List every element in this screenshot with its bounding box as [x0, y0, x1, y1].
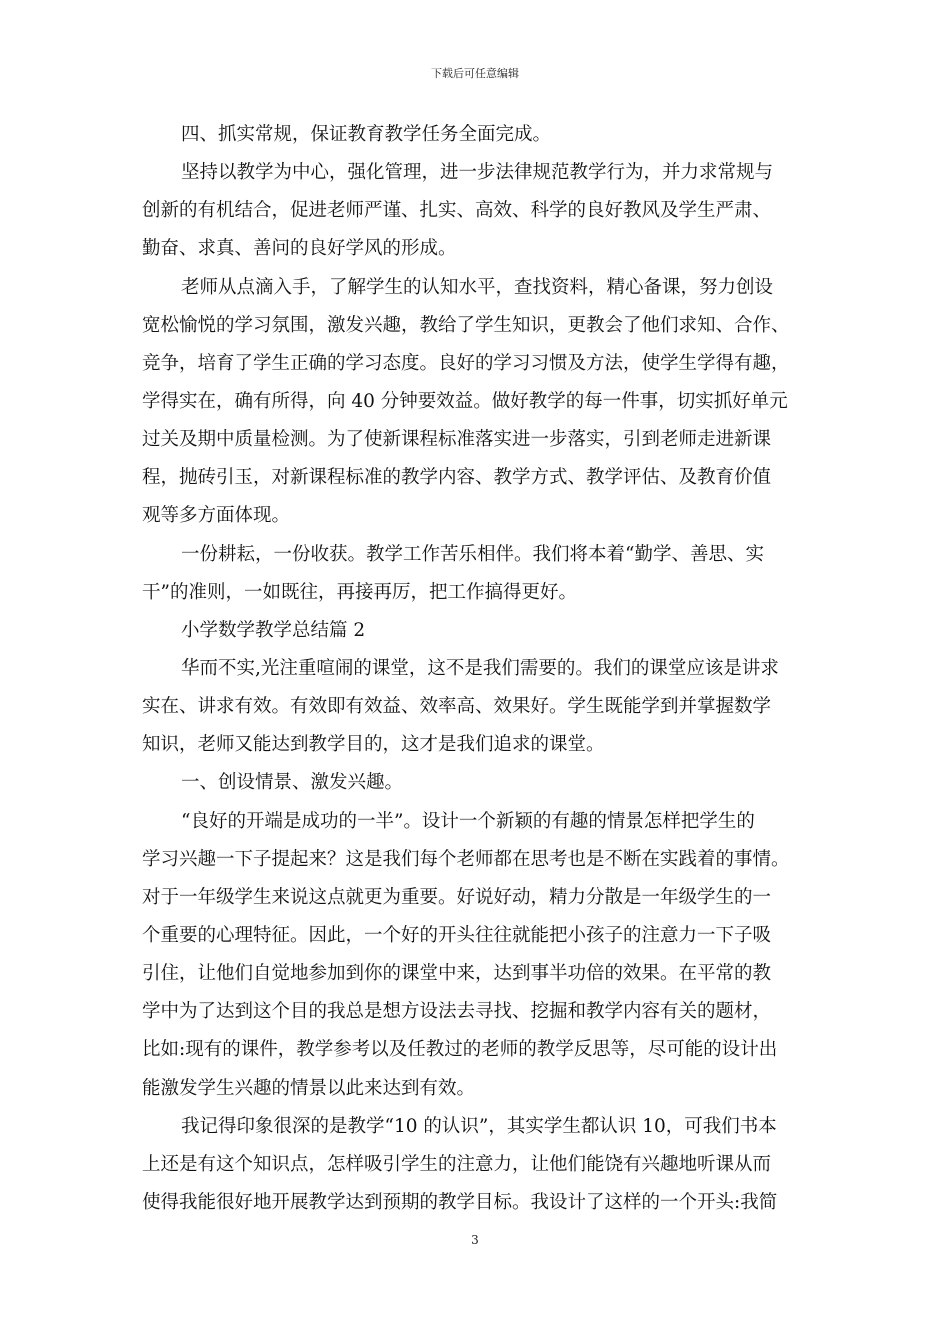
text-line: 坚持以教学为中心，强化管理，进一步法律规范教学行为，并力求常规与	[181, 162, 774, 184]
text-line: 知识，老师又能达到教学目的，这才是我们追求的课堂。	[142, 734, 605, 756]
page-header: 下载后可任意编辑	[431, 67, 519, 80]
text-line: 一、创设情景、激发兴趣。	[181, 772, 404, 794]
text-line: 学中为了达到这个目的我总是想方设法去寻找、挖掘和教学内容有关的题材，	[142, 1001, 772, 1023]
text-line: 宽松愉悦的学习氛围，激发兴趣，教给了学生知识，更教会了他们求知、合作、	[142, 314, 790, 336]
text-line: 上还是有这个知识点，怎样吸引学生的注意力，让他们能饶有兴趣地听课从而	[142, 1153, 772, 1175]
text-line: 使得我能很好地开展教学达到预期的教学目标。我设计了这样的一个开头:我简	[142, 1191, 778, 1213]
text-line: 竞争，培育了学生正确的学习态度。良好的学习习惯及方法，使学生学得有趣，	[142, 352, 790, 374]
text-line: 老师从点滴入手，了解学生的认知水平，查找资料，精心备课，努力创设	[181, 276, 774, 298]
text-line: 华而不实,光注重喧闹的课堂，这不是我们需要的。我们的课堂应该是讲求	[181, 657, 779, 679]
text-line: 干”的准则，一如既往，再接再厉，把工作搞得更好。	[142, 581, 577, 603]
text-line: 四、抓实常规，保证教育教学任务全面完成。	[181, 124, 552, 145]
text-line: 过关及期中质量检测。为了使新课程标准落实进一步落实，引到老师走进新课	[142, 429, 772, 451]
text-line: 对于一年级学生来说这点就更为重要。好说好动，精力分散是一年级学生的一	[142, 886, 772, 908]
text-line: 创新的有机结合，促进老师严谨、扎实、高效、科学的良好教风及学生严肃、	[142, 200, 772, 222]
text-line: 引住，让他们自觉地参加到你的课堂中来，达到事半功倍的效果。在平常的教	[142, 963, 772, 985]
text-line: 我记得印象很深的是教学“10 的认识”，其实学生都认识 10，可我们书本	[181, 1115, 777, 1137]
document-body	[142, 116, 818, 1222]
text-line: 个重要的心理特征。因此，一个好的开头往往就能把小孩子的注意力一下子吸	[142, 924, 772, 946]
text-line: 程，抛砖引玉，对新课程标准的教学内容、教学方式、教学评估、及教育价值	[142, 467, 772, 489]
text-line: 学得实在，确有所得，向 40 分钟要效益。做好教学的每一件事，切实抓好单元	[142, 390, 788, 412]
text-line: 勤奋、求真、善问的良好学风的形成。	[142, 238, 457, 260]
text-line: 一份耕耘，一份收获。教学工作苦乐相伴。我们将本着“勤学、善思、实	[181, 543, 764, 565]
text-line: 小学数学教学总结篇 2	[181, 619, 366, 641]
text-line: 学习兴趣一下子提起来？这是我们每个老师都在思考也是不断在实践着的事情。	[142, 848, 790, 870]
text-line: 观等多方面体现。	[142, 505, 291, 527]
text-line: 实在、讲求有效。有效即有效益、效率高、效果好。学生既能学到并掌握数学	[142, 696, 772, 718]
text-line: 能激发学生兴趣的情景以此来达到有效。	[142, 1077, 476, 1099]
page-number: 3	[471, 1233, 479, 1247]
text-line: 比如:现有的课件，教学参考以及任教过的老师的教学反思等，尽可能的设计出	[142, 1039, 778, 1061]
text-line: “良好的开端是成功的一半”。设计一个新颖的有趣的情景怎样把学生的	[181, 810, 755, 832]
